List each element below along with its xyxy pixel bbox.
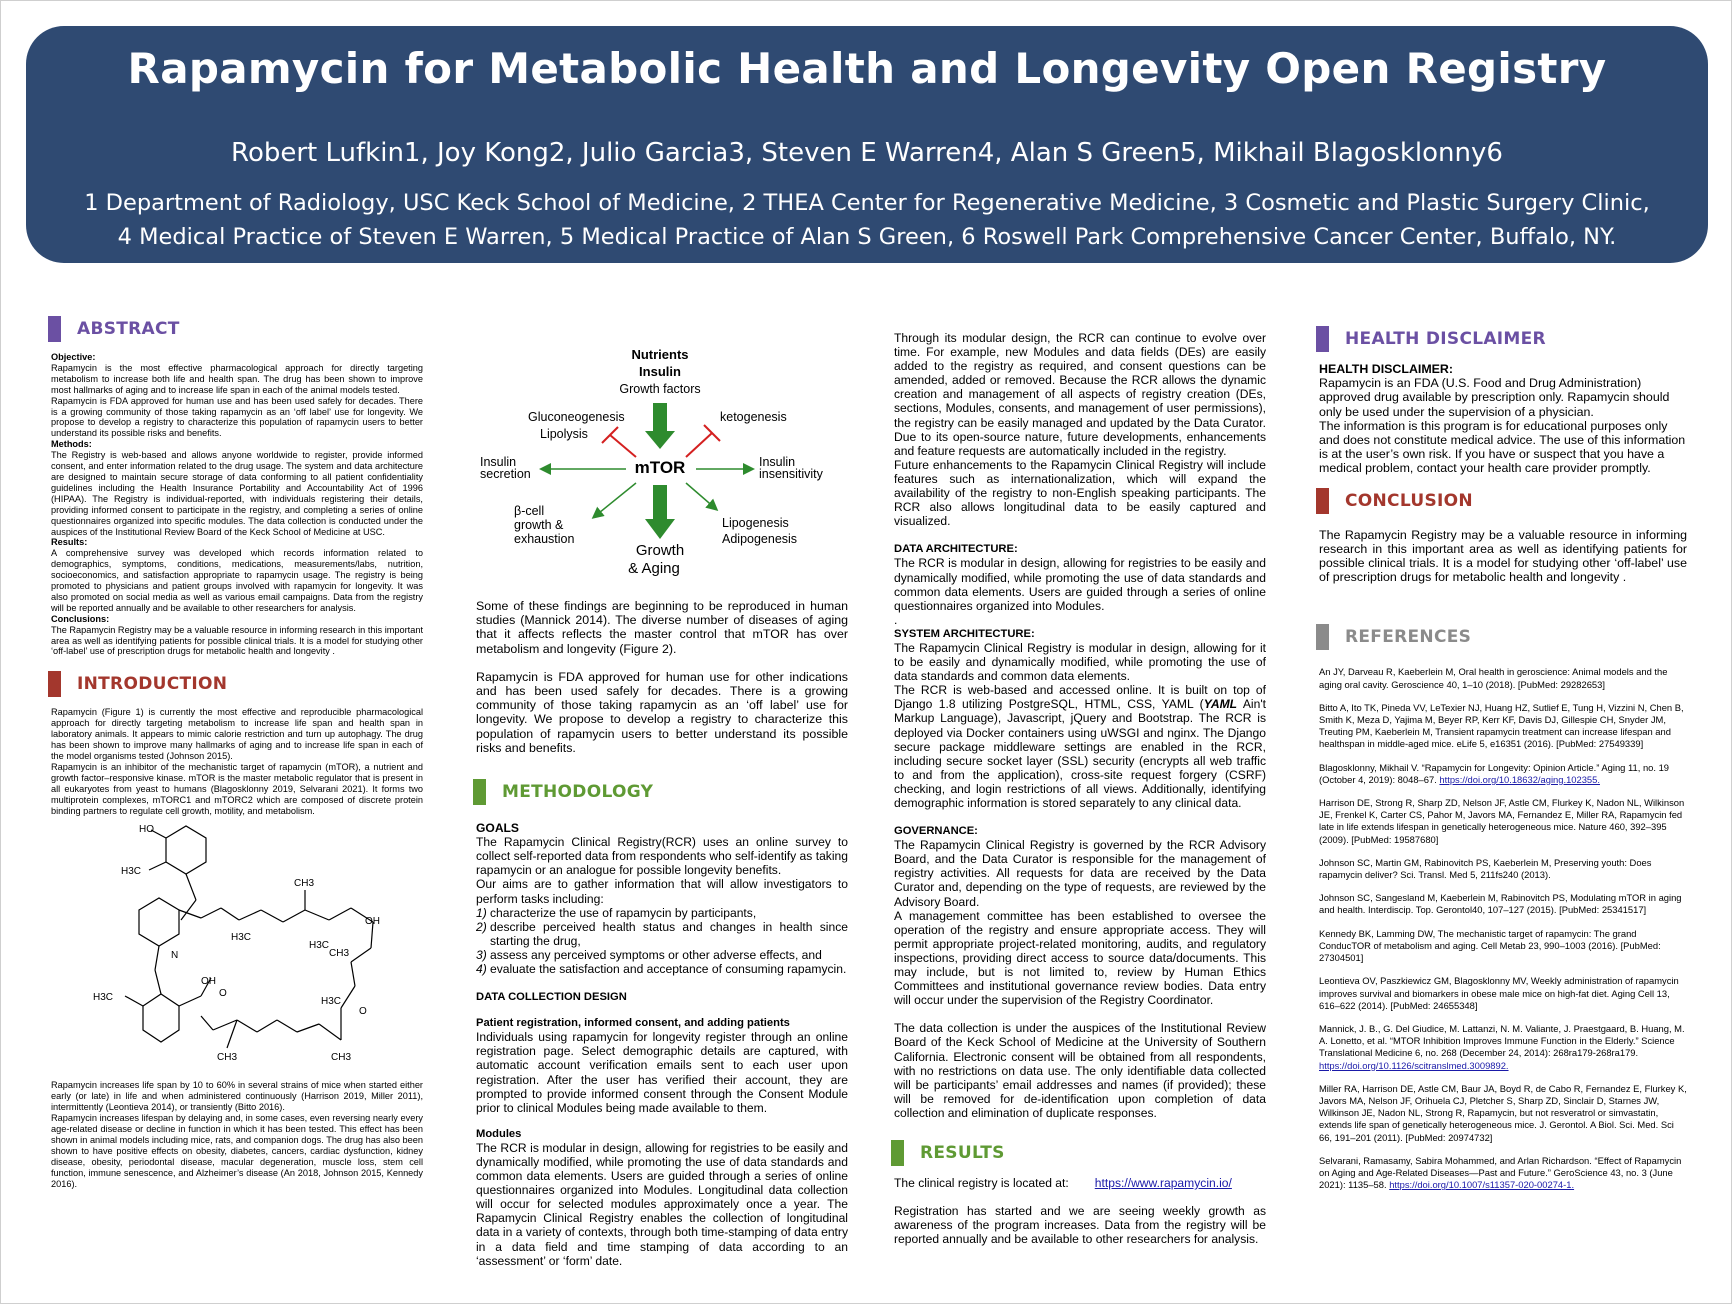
conclusion-heading: CONCLUSION <box>1345 490 1473 511</box>
system-architecture-text-1: The Rapamycin Clinical Registry is modular in design, allowing for it to be easily and dynamically modified, while promoting the use of data standards and common data elements. <box>894 640 1266 684</box>
results-section-header <box>891 1140 1266 1166</box>
abstract-body <box>51 352 423 657</box>
col3-body <box>894 331 1266 1120</box>
rapamycin-molecule-drawing <box>51 818 423 1080</box>
rapamycin-structure-figure <box>51 818 423 1080</box>
methyl-label-3: H3C <box>93 992 114 1004</box>
data-architecture-text: The RCR is modular in design, allowing for registries to be easily and dynamically modified, while promoting the use of data standards and common data elements. Users are guided through a series of online questionnaires organized into Modules. <box>894 556 1266 613</box>
governance-text-3: The data collection is under the auspices of the Institutional Review Board of the Keck School of Medicine at the University of Southern California. Electronic consent will be obtained from all respondents, with no restrictions on data use. The only identifiable data collected will be participants’ email addresses and names (if provided); these will be removed for de-identification upon completion of data collection and elimination of duplicate responses. <box>894 1021 1266 1120</box>
reference-text: Mannick, J. B., G. Del Giudice, M. Lattanzi, N. M. Valiante, J. Praestgaard, B. Huang, M. A. Lonetto, et al. “MTOR Inhibition Improves Immune Function in the Elderly.” Science Translational Medicine 6, no. 268 (December 24, 2014): 268ra179-268ra179. <box>1319 1022 1685 1059</box>
system-architecture-text-2 <box>894 683 1266 810</box>
reference-text: Bitto A, Ito TK, Pineda VV, LeTexier NJ, Huang HZ, Sutlief E, Tung H, Vizzini N, Chen B, Smith K, Meza D, Yajima M, Beyer RP, Kerr KF, Davis DJ, Gillespie CH, Snyder JM, Treuting PM, Kaeberlein M, Transient rapamycin treatment can increase lifespan and healthspan in middle-aged mice. eLife 5, e16351 (2016). [PubMed: 27549339] <box>1319 701 1684 750</box>
beta-cell-label-2: growth & <box>514 518 564 532</box>
patient-registration-text: Individuals using rapamycin for longevity register through an online registration page. Select demographic details are captured, with automatic account verification emails sent to each user upon registration. After the user has verified their account, they are prompted to provide informed consent through the Consent Module prior to clinical Modules being made available to them. <box>476 1030 848 1115</box>
reference-text: Leontieva OV, Paszkiewicz GM, Blagosklonny MV, Weekly administration of rapamycin improves survival and biomarkers in obese male mice on high-fat diet. Aging Cell 13, 616–622 (2014). [PubMed: 24655348] <box>1319 975 1679 1011</box>
pyran-ring <box>143 994 179 1042</box>
reference-item <box>1319 702 1687 751</box>
aim-number: 3) <box>476 947 487 962</box>
goals-paragraph-1: The Rapamycin Clinical Registry(RCR) uses an online survey to collect self-reported data from respondents who self-identify as taking rapamycin or an analogue for possible longevity benefits. <box>476 835 848 878</box>
aim-text: evaluate the satisfaction and acceptance of consuming rapamycin. <box>490 961 847 976</box>
reference-item <box>1319 1023 1687 1072</box>
beta-cell-label-3: exhaustion <box>514 532 575 546</box>
ketogenesis-label: ketogenesis <box>720 410 787 424</box>
system-architecture-text-2b: Ain't Markup Language), Javascript, jQuery and Bootstrap. The RCR is deployed via Docker containers using uWSGI and nginx. The Django secure package middleware settings are enabled in the RCR, including secure socket layer (SSL) security (encrypts all web traffic to and from the application), cross-site request forgery (CSRF) checking, and login restrictions of all views. Additionally, identifying demographic information is stored separately to any clinical data. <box>894 697 1266 810</box>
reference-text: Miller RA, Harrison DE, Astle CM, Baur JA, Boyd R, de Cabo R, Fernandez E, Flurkey K, Javors MA, Nelson JF, Orihuela CJ, Pletcher S, Sharp ZD, Sinclair D, Starnes JW, Wilkinson JE, Nadon NL, Strong R, Rapamycin, but not resveratrol or simvastatin, extends life span of genetically heterogeneous mice. J. Gerontol. A Biol. Sci. Med. Sci 66, 191–201 (2011). [PubMed: 20974732] <box>1319 1082 1687 1143</box>
methods-text: The Registry is web-based and allows anyone worldwide to register, provide informed consent, and enter information related to the drug usage. The system and data architecture are designed to maintain secure storage of data conforming to all patient confidentiality guidelines including the Health Insurance Portability and Accountability Act of 1996 (HIPAA). The Registry is individual-reported, with individuals registering their details, providing informed consent to participate in the registry, and completing a series of online questionnaires organized into specific modules. The data collection is conducted under the auspices of the Institutional Review Board of the Keck School of Medicine at USC. <box>51 450 423 537</box>
governance-text-2: A management committee has been established to oversee the operation of the registry and ensure appropriate access. They will permit appropriate project-related monitoring, audits, and regulatory inspections, providing direct access to source data/documents. This may include, but is not limited to, review by Human Ethics Committees and institutional governance review bodies. Data entry will occur under the supervision of the Registry Coordinator. <box>894 908 1266 1008</box>
col2-paragraph-1: Some of these findings are beginning to be reproduced in human studies (Mannick 2014). The diverse number of diseases of aging that it affects reflects the master control that mTOR has over metabolism and longevity (Figure 2). <box>476 599 848 656</box>
insulin-secretion-label-2: secretion <box>480 467 531 481</box>
reference-item <box>1319 797 1687 846</box>
disclaimer-accent-bar <box>1316 326 1329 352</box>
output-arrow-shaft <box>653 485 667 521</box>
patient-registration-label: Patient registration, informed consent, and adding patients <box>476 1017 790 1030</box>
ho-label: HO <box>139 824 154 836</box>
data-collection-label: DATA COLLECTION DESIGN <box>476 991 627 1004</box>
title-banner <box>26 26 1708 263</box>
goals-paragraph-2: Our aims are to gather information that will allow investigators to perform tasks including: <box>476 877 848 906</box>
conclusion-text: The Rapamycin Registry may be a valuable resource in informing research in this important area as well as identifying patients for possible clinical trials. It is a model for studying other ‘off-label’ use of prescription drugs for metabolic health and longevity . <box>1319 527 1687 585</box>
output-arrow-head <box>645 519 675 539</box>
methyl-label-6: CH3 <box>331 1052 352 1064</box>
insulin-secretion-label-1: Insulin <box>480 455 517 469</box>
introduction-accent-bar <box>48 671 61 697</box>
reference-text: Kennedy BK, Lamming DW, The mechanistic target of rapamycin: The grand ConducTOR of metabolism and aging. Cell Metab 23, 990–1003 (2016). [PubMed: 27304501] <box>1319 927 1661 964</box>
methyl-label-4: H3C <box>321 996 342 1008</box>
methodology-body <box>476 821 848 1268</box>
objective-text: Rapamycin is the most effective pharmacological approach for directly targeting metabolism to increase both life and health span. The drug has been shown to improve most hallmarks of aging and to increase life span in each of the animal models tested. <box>51 362 423 395</box>
growth-factors-label: Growth factors <box>619 382 701 396</box>
insulin-insensitivity-label-1: Insulin <box>759 455 796 469</box>
methoxy-label: H3C <box>121 866 142 878</box>
affiliations-line-2: 4 Medical Practice of Steven E Warren, 5 Medical Practice of Alan S Green, 6 Roswell Park Comprehensive Cancer Center, Buffalo, NY. <box>117 224 1617 250</box>
mtor-diagram <box>476 345 848 585</box>
conclusion-body <box>1319 528 1687 585</box>
author-list: Robert Lufkin1, Joy Kong2, Julio Garcia3, Steven E Warren4, Alan S Green5, Mikhail Blagosklonny6 <box>231 138 1503 168</box>
system-architecture-label: SYSTEM ARCHITECTURE: <box>894 627 1035 640</box>
introduction-section-header <box>48 671 423 697</box>
aim-number: 2) <box>476 919 487 934</box>
methyl-label-1: CH3 <box>294 878 315 890</box>
introduction-body-continued <box>51 1080 423 1189</box>
reference-link[interactable]: https://doi.org/10.18632/aging.102355. <box>1439 773 1600 785</box>
column-1 <box>51 316 423 1190</box>
disclaimer-text-2: The information is this program is for educational purposes only and does not constitute medical advice. The use of this information is at the user’s own risk. If you have or suspect that you have a medical problem, contact your health care provider promptly. <box>1319 418 1686 476</box>
col3-paragraph-2: Future enhancements to the Rapamycin Clinical Registry will include features such as internationalization, which will expand the availability of the registry to non-English speaking participants. The RCR also allows longitudinal data to be easily captured and visualized. <box>894 457 1266 529</box>
governance-label: GOVERNANCE: <box>894 825 978 838</box>
abstract-section-header <box>48 316 423 342</box>
methodology-section-header <box>473 779 848 805</box>
nutrients-label: Nutrients <box>631 347 689 362</box>
reference-text: Johnson SC, Sangesland M, Kaeberlein M, Rabinovitch PS, Modulating mTOR in aging and health. Interdiscip. Top. Gerontol40, 107–127 (2015). [PubMed: 25341517] <box>1319 892 1682 916</box>
data-architecture-label: DATA ARCHITECTURE: <box>894 543 1018 556</box>
results-accent-bar <box>891 1140 904 1166</box>
poster-title: Rapamycin for Metabolic Health and Longevity Open Registry <box>127 44 1607 93</box>
inhibit-gluconeogenesis-line <box>610 435 636 457</box>
reference-text: Johnson SC, Martin GM, Rabinovitch PS, Kaeberlein M, Preserving youth: Does rapamycin deliver? Sci. Transl. Med 5, 211fs240 (2013). <box>1319 856 1652 881</box>
intro-paragraph-4: Rapamycin increases lifespan by delaying and, in some cases, even reversing nearly every age-related disease or decline in function in which it has been tested. This effect has been shown in animal models including mice, rats, and companion dogs. The drug has also been shown to have positive effects on obesity, diabetes, cancers, cardiac dysfunction, kidney disease, obesity, periodontal disease, macular degeneration, muscle loss, stem cell function, immune senescence, and Alzheimer’s disease (An 2018, Johnson 2015, Kennedy 2016). <box>51 1113 423 1189</box>
affiliations-line-1: 1 Department of Radiology, USC Keck School of Medicine, 2 THEA Center for Regenerative Medicine, 3 Cosmetic and Plastic Surgery Clinic, <box>84 190 1650 216</box>
column-4 <box>1319 326 1687 1202</box>
results-location-text: The clinical registry is located at: <box>894 1175 1069 1190</box>
methyl-label-2: H3C <box>231 932 252 944</box>
input-arrow-shaft <box>653 403 667 433</box>
references-list <box>1319 666 1687 1191</box>
intro-paragraph-1: Rapamycin (Figure 1) is currently the most effective and reproducible pharmacological approach for directly targeting metabolism to increase life span and health span in laboratory animals. It appears to mimic calorie restriction and turn up autophagy. The drug has been shown to improve many hallmarks of aging and to increase life span in each of the model organisms tested (Johnson 2015). <box>51 707 423 761</box>
disclaimer-heading: HEALTH DISCLAIMER <box>1345 329 1546 349</box>
methoxy-label-3: O <box>219 988 227 1000</box>
mtor-pathway-figure <box>476 345 848 585</box>
column-2 <box>476 345 848 1268</box>
reference-item <box>1319 928 1687 965</box>
cyclohexane-ring <box>166 826 206 874</box>
col2-intro-text <box>476 599 848 755</box>
disclaimer-body <box>1319 362 1687 476</box>
aim-text: assess any perceived symptoms or other adverse effects, and <box>490 947 822 962</box>
methodology-accent-bar <box>473 779 486 805</box>
goals-label: GOALS <box>476 821 520 836</box>
column-3 <box>894 331 1266 1246</box>
conclusions-text: The Rapamycin Registry may be a valuable resource in informing research in this important area as well as identifying patients for possible clinical trials. It is a model for studying other ‘off-label’ use of prescription drugs for metabolic health and longevity . <box>51 624 423 657</box>
aim-item <box>476 962 848 976</box>
col3-paragraph-1: Through its modular design, the RCR can continue to evolve over time. For example, new Modules and data fields (DEs) are easily added to the registry as required, and consent questions can be amended, added or removed. Because the RCR allows the dynamic creation and management of all aspects of registry creation (DEs, sections, Modules, consents, and management of user permissions), the registry can be easily managed and updated by the Data Curator. Due to its open-source nature, future developments, enhancements and feature requests are automatically included in the registry. <box>894 331 1266 458</box>
aim-text: characterize the use of rapamycin by participants, <box>490 905 757 920</box>
results-paragraph: Registration has started and we are seeing weekly growth as awareness of the program increases. Data from the registry will be reported annually and be available to other researchers for analysis. <box>894 1204 1266 1247</box>
insulin-insensitivity-label-2: insensitivity <box>759 467 823 481</box>
conclusions-label: Conclusions: <box>51 613 110 624</box>
results-location-line <box>894 1176 1266 1190</box>
objective-text-2: Rapamycin is FDA approved for human use and has been used safely for decades. There is a growing community of those taking rapamycin as an ‘off label’ use for longevity. We propose to develop a registry to characterize this population of rapamycin users to better understand its possible risks and benefits. <box>51 395 423 439</box>
reference-item <box>1319 975 1687 1012</box>
aim-number: 4) <box>476 961 487 976</box>
system-architecture-text-2a: The RCR is web-based and accessed online. It is built on top of Django 1.8 utilizing PostgreSQL, HTML, CSS, YAML ( <box>894 683 1266 712</box>
introduction-body <box>51 707 423 816</box>
aim-number: 1) <box>476 905 487 920</box>
methyl-label-7: CH3 <box>329 948 350 960</box>
adipogenesis-label: Adipogenesis <box>722 532 798 546</box>
yaml-emphasis: YAML <box>1203 697 1238 712</box>
reference-item <box>1319 1155 1687 1192</box>
results-label: Results: <box>51 537 88 548</box>
references-section-header <box>1316 624 1687 650</box>
conclusion-accent-bar <box>1316 488 1329 514</box>
modules-label: Modules <box>476 1127 522 1140</box>
intro-paragraph-3: Rapamycin increases life span by 10 to 60% in several strains of mice when started either early (or late) in life and when administered continuously (Harrison 2019, Miller 2011), intermittently (Leontieva 2014), or transiently (Bitto 2016). <box>51 1080 423 1113</box>
hydroxyl-label-2: OH <box>201 976 216 988</box>
references-accent-bar <box>1316 624 1329 650</box>
inhibit-ketogenesis-line <box>686 433 712 457</box>
references-heading: REFERENCES <box>1345 627 1472 648</box>
results-text: A comprehensive survey was developed which records information related to demographics, symptoms, conditions, medications, measurements/labs, nutrition, socioeconomics, and satisfaction appropriate to rapamycin usage. The registry is being promoted to physicians and patient groups involved with rapamycin for longevity. It was also promoted on social media as well as various email campaigns. Data from the registry will be reported annually and be available to other researchers for analysis. <box>51 548 423 613</box>
separator-dot: . <box>894 612 898 627</box>
reference-text: Selvarani, Ramasamy, Sabira Mohammed, and Arlan Richardson. “Effect of Rapamycin on Aging and Age-Related Diseases—Past and Future.” GeroScience 43, no. 3 (June 2021): 1135–58. <box>1319 1154 1682 1191</box>
lipolysis-label: Lipolysis <box>540 427 588 441</box>
lipogenesis-label: Lipogenesis <box>722 516 789 530</box>
reference-item <box>1319 1083 1687 1144</box>
aims-list <box>476 906 848 976</box>
nitrogen-label: N <box>171 950 179 962</box>
methoxy-label-2: H3C <box>309 940 330 952</box>
ketone-oxygen-label: O <box>359 1006 367 1018</box>
hydroxyl-label-1: OH <box>365 916 380 928</box>
disclaimer-section-header <box>1316 326 1687 352</box>
insulin-label: Insulin <box>639 364 681 379</box>
disclaimer-text-1: Rapamycin is an FDA (U.S. Food and Drug Administration) approved drug available by prescription only. Rapamycin should only be used under the supervision of a physician. <box>1319 376 1670 419</box>
results-body <box>894 1176 1266 1246</box>
mtor-center-label: mTOR <box>634 458 686 477</box>
input-arrow-head <box>645 431 675 449</box>
methyl-label-5: CH3 <box>217 1052 238 1064</box>
results-heading: RESULTS <box>920 1142 1005 1163</box>
conclusion-section-header <box>1316 488 1687 514</box>
beta-cell-label-1: β-cell <box>514 504 545 518</box>
aim-item <box>476 948 848 962</box>
reference-item <box>1319 762 1687 786</box>
col2-paragraph-2: Rapamycin is FDA approved for human use for other indications and has been used safely for decades. There is a growing community of those taking rapamycin as an ‘off label’ use for longevity. We propose to develop a registry to characterize this population of rapamycin users to better understand its possible risks and benefits. <box>476 669 848 755</box>
reference-item <box>1319 857 1687 881</box>
reference-text: Harrison DE, Strong R, Sharp ZD, Nelson JF, Astle CM, Flurkey K, Nadon NL, Wilkinson JE, Frenkel K, Carter CS, Pahor M, Javors MA, Fernandez E, Miller RA, Rapamycin fed late in life extends lifespan in genetically heterogeneous mice. Nature 460, 392–395 (2009). [PubMed: 19587680] <box>1319 797 1685 845</box>
reference-text: An JY, Darveau R, Kaeberlein M, Oral health in geroscience: Animal models and the aging oral cavity. Geroscience 40, 1–10 (2018). [PubMed: 29282653] <box>1319 666 1668 690</box>
arrow-to-beta-cell <box>594 483 636 517</box>
intro-paragraph-2: Rapamycin is an inhibitor of the mechanistic target of rapamycin (mTOR), a nutrient and growth factor–responsive kinase. mTOR is the master metabolic regulator that is present in all eukaryotes from yeast to humans (Blagosklonny 2019, Selvarani 2021). It forms two multiprotein complexes, mTORC1 and mTORC2 which are composed of discrete protein binding partners to regulate cell growth, motility, and metabolism. <box>51 761 423 816</box>
abstract-heading: ABSTRACT <box>77 319 180 339</box>
piperidine-ring <box>139 898 179 946</box>
growth-label: Growth <box>635 542 685 559</box>
methods-label: Methods: <box>51 439 92 450</box>
registry-link[interactable]: https://www.rapamycin.io/ <box>1094 1175 1232 1190</box>
aim-text: describe perceived health status and changes in health since starting the drug, <box>490 919 848 948</box>
aim-item <box>476 920 848 948</box>
introduction-heading: INTRODUCTION <box>77 674 228 695</box>
reference-text: Blagosklonny, Mikhail V. “Rapamycin for Longevity: Opinion Article.” Aging 11, no. 19 (October 4, 2019): 8048–67. <box>1319 761 1670 785</box>
aging-label: & Aging <box>628 560 680 577</box>
disclaimer-label: HEALTH DISCLAIMER: <box>1319 362 1453 376</box>
governance-text-1: The Rapamycin Clinical Registry is governed by the RCR Advisory Board, and the Data Curator is responsible for the management of registry activities. All requests for data are received by the Data Curator and, depending on the type of requests, are reviewed by the Advisory Board. <box>894 838 1266 909</box>
arrow-to-lipogenesis <box>686 483 716 509</box>
abstract-accent-bar <box>48 316 61 342</box>
reference-link[interactable]: https://doi.org/10.1007/s11357-020-00274-1. <box>1389 1179 1575 1191</box>
modules-text: The RCR is modular in design, allowing for registries to be easily and dynamically modified, while promoting the use of data standards and common data elements. Users are guided through a series of online questionnaires organized into Modules. Longitudinal data collection will occur for selected modules approximately once a year. The Rapamycin Clinical Registry enables the collection of longitudinal data in a variety of contexts, through both time-stamping of data entry in a data field and time stamping of data according to an ‘assessment’ or ‘form’ date. <box>476 1140 848 1268</box>
reference-item <box>1319 666 1687 690</box>
reference-link[interactable]: https://doi.org/10.1126/scitranslmed.3009892. <box>1319 1059 1509 1071</box>
reference-item <box>1319 892 1687 916</box>
methodology-heading: METHODOLOGY <box>502 782 654 803</box>
aim-item <box>476 906 848 920</box>
objective-label: Objective: <box>51 352 96 362</box>
gluconeogenesis-label: Gluconeogenesis <box>528 410 625 424</box>
